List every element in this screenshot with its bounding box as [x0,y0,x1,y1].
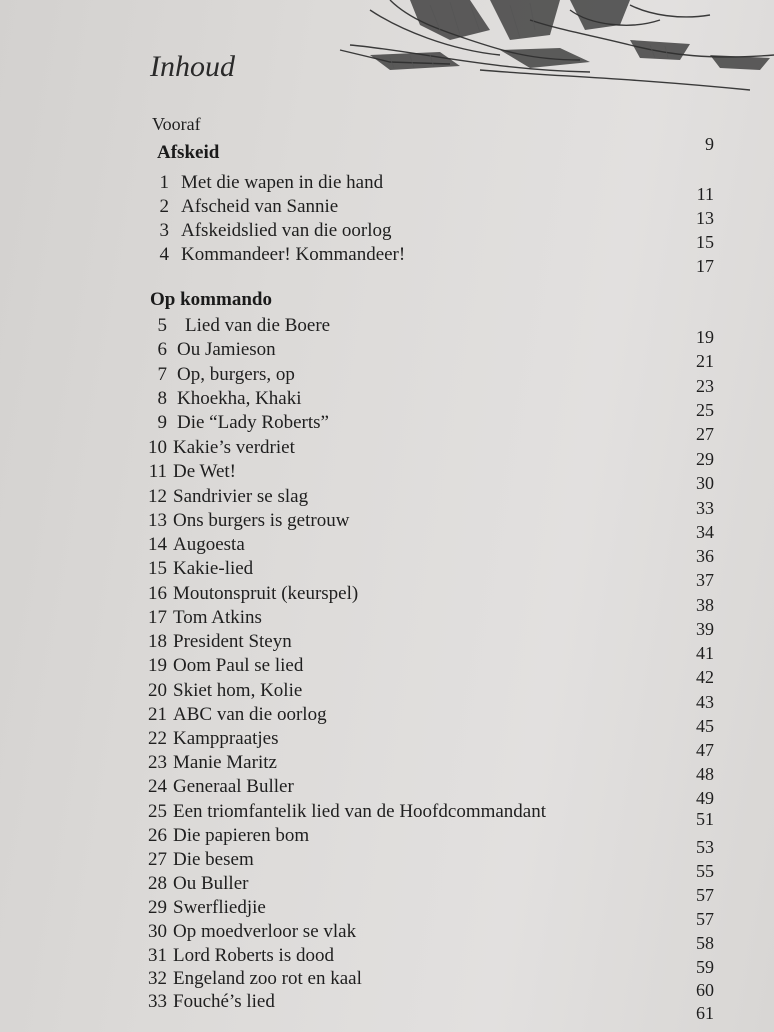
entry-page: 37 [696,570,714,590]
entry-title: Sandrivier se slag [173,486,309,507]
entry-number: 30 [148,921,167,942]
entry-page: 11 [696,184,714,204]
toc-entry[interactable] [0,849,774,881]
entry-number: 17 [148,607,167,628]
entry-page: 38 [696,595,714,615]
entry-number: 22 [148,728,167,749]
entry-page: 48 [696,764,714,784]
entry-number: 32 [148,968,167,989]
entry-title: Kakie-lied [173,558,254,579]
entry-title: Afscheid van Sannie [181,196,339,217]
toc-entry[interactable] [0,172,774,204]
toc-entry[interactable] [0,921,774,953]
toc-entry[interactable] [0,196,774,228]
entry-page: 57 [696,909,714,929]
entry-page: 27 [696,424,714,444]
toc-entry[interactable] [0,461,774,493]
toc-entry[interactable] [0,339,774,371]
entry-title: Die besem [173,849,254,870]
entry-page: 25 [696,400,714,420]
toc-entry[interactable] [0,244,774,276]
entry-number: 8 [157,388,167,409]
entry-page: 34 [696,522,714,542]
toc-entry[interactable] [0,412,774,444]
entry-number: 26 [148,825,167,846]
entry-title: Swerfliedjie [173,897,266,918]
toc-intro-page [0,134,774,160]
page-title: Inhoud [150,50,235,83]
entry-page: 57 [696,885,714,905]
entry-title: Moutonspruit (keurspel) [173,583,359,604]
toc-entry[interactable] [0,486,774,518]
toc-entry[interactable] [0,315,774,347]
entry-page: 17 [696,256,714,276]
entry-number: 2 [159,196,169,217]
entry-number: 12 [148,486,167,507]
toc-entry[interactable] [0,437,774,469]
entry-number: 3 [159,220,169,241]
entry-title: Op, burgers, op [177,364,295,385]
entry-title: Met die wapen in die hand [181,172,384,193]
entry-number: 31 [148,945,167,966]
entry-page: 33 [696,498,714,518]
entry-page: 55 [696,861,714,881]
entry-title: Een triomfantelik lied van de Hoofdcommandant [173,801,547,822]
entry-title: Die “Lady Roberts” [177,412,329,433]
entry-number: 9 [157,412,167,433]
toc-entry[interactable] [0,801,774,827]
entry-title: Op moedverloor se vlak [173,921,357,942]
entry-title: Engeland zoo rot en kaal [173,968,362,989]
entry-number: 33 [148,991,167,1012]
toc-entry[interactable] [0,558,774,590]
entry-number: 28 [148,873,167,894]
entry-number: 21 [148,704,167,725]
entry-title: Generaal Buller [173,776,294,797]
entry-title: Kakie’s verdriet [173,437,295,458]
entry-number: 10 [148,437,167,458]
entry-number: 1 [159,172,169,193]
entry-title: President Steyn [173,631,292,652]
entry-title: Oom Paul se lied [173,655,304,676]
entry-number: 13 [148,510,167,531]
toc-entry[interactable] [0,583,774,615]
intro-label: Vooraf [152,114,201,134]
entry-title: Fouché’s lied [173,991,275,1012]
entry-title: ABC van die oorlog [173,704,327,725]
entry-title: Manie Maritz [173,752,277,773]
entry-page: 58 [696,933,714,953]
toc-entry[interactable] [0,825,774,857]
entry-title: Tom Atkins [173,607,262,628]
entry-page: 53 [696,837,714,857]
toc-entry[interactable] [0,655,774,687]
toc-entry[interactable] [0,728,774,760]
entry-title: Lied van die Boere [185,315,331,336]
entry-page: 15 [696,232,714,252]
entry-title: Khoekha, Khaki [177,388,302,409]
entry-title: Augoesta [173,534,245,555]
entry-number: 15 [148,558,167,579]
entry-number: 5 [157,315,167,336]
entry-page: 61 [696,1003,714,1023]
entry-number: 18 [148,631,167,652]
toc-entry[interactable] [0,752,774,784]
header-illustration [330,0,774,100]
entry-title: Afskeidslied van die oorlog [181,220,392,241]
toc-entry[interactable] [0,704,774,736]
entry-page: 59 [696,957,714,977]
entry-title: Lord Roberts is dood [173,945,334,966]
entry-title: Kommandeer! Kommandeer! [181,244,406,265]
entry-number: 25 [148,801,167,822]
entry-page: 60 [696,980,714,1000]
entry-number: 20 [148,680,167,701]
entry-page: 19 [696,327,714,347]
toc-entry[interactable] [0,388,774,420]
entry-page: 36 [696,546,714,566]
entry-title: Ou Jamieson [177,339,276,360]
entry-title: De Wet! [173,461,237,482]
entry-number: 29 [148,897,167,918]
entry-page: 42 [696,667,714,687]
entry-number: 11 [148,461,167,482]
toc-entry[interactable] [0,776,774,808]
toc-entry[interactable] [0,364,774,396]
toc-intro[interactable] [152,114,201,135]
entry-number: 24 [148,776,167,797]
entry-page: 51 [696,809,714,829]
entry-page: 21 [696,351,714,371]
entry-number: 23 [148,752,167,773]
entry-number: 19 [148,655,167,676]
entry-number: 27 [148,849,167,870]
toc-entry[interactable] [0,220,774,252]
toc-entry[interactable] [0,680,774,712]
entry-page: 43 [696,692,714,712]
toc-entry[interactable] [0,991,774,1023]
entry-number: 6 [157,339,167,360]
entry-number: 4 [159,244,169,265]
entry-page: 29 [696,449,714,469]
section-heading-op-kommando: Op kommando [150,289,272,310]
entry-page: 47 [696,740,714,760]
entry-number: 16 [148,583,167,604]
entry-page: 45 [696,716,714,736]
entry-title: Ou Buller [173,873,249,894]
intro-page-number: 9 [705,134,714,154]
entry-title: Ons burgers is getrouw [173,510,350,531]
entry-page: 13 [696,208,714,228]
entry-title: Kamppraatjes [173,728,279,749]
entry-page: 41 [696,643,714,663]
toc-entry[interactable] [0,607,774,639]
toc-entry[interactable] [0,873,774,905]
entry-page: 30 [696,473,714,493]
entry-number: 14 [148,534,167,555]
toc-entry[interactable] [0,510,774,542]
entry-page: 39 [696,619,714,639]
section-heading-afskeid: Afskeid [157,142,220,163]
entry-page: 23 [696,376,714,396]
toc-entry[interactable] [0,631,774,663]
entry-title: Skiet hom, Kolie [173,680,303,701]
toc-entry[interactable] [0,897,774,929]
entry-page: 49 [696,788,714,808]
toc-entry[interactable] [0,534,774,566]
entry-number: 7 [157,364,167,385]
entry-title: Die papieren bom [173,825,310,846]
